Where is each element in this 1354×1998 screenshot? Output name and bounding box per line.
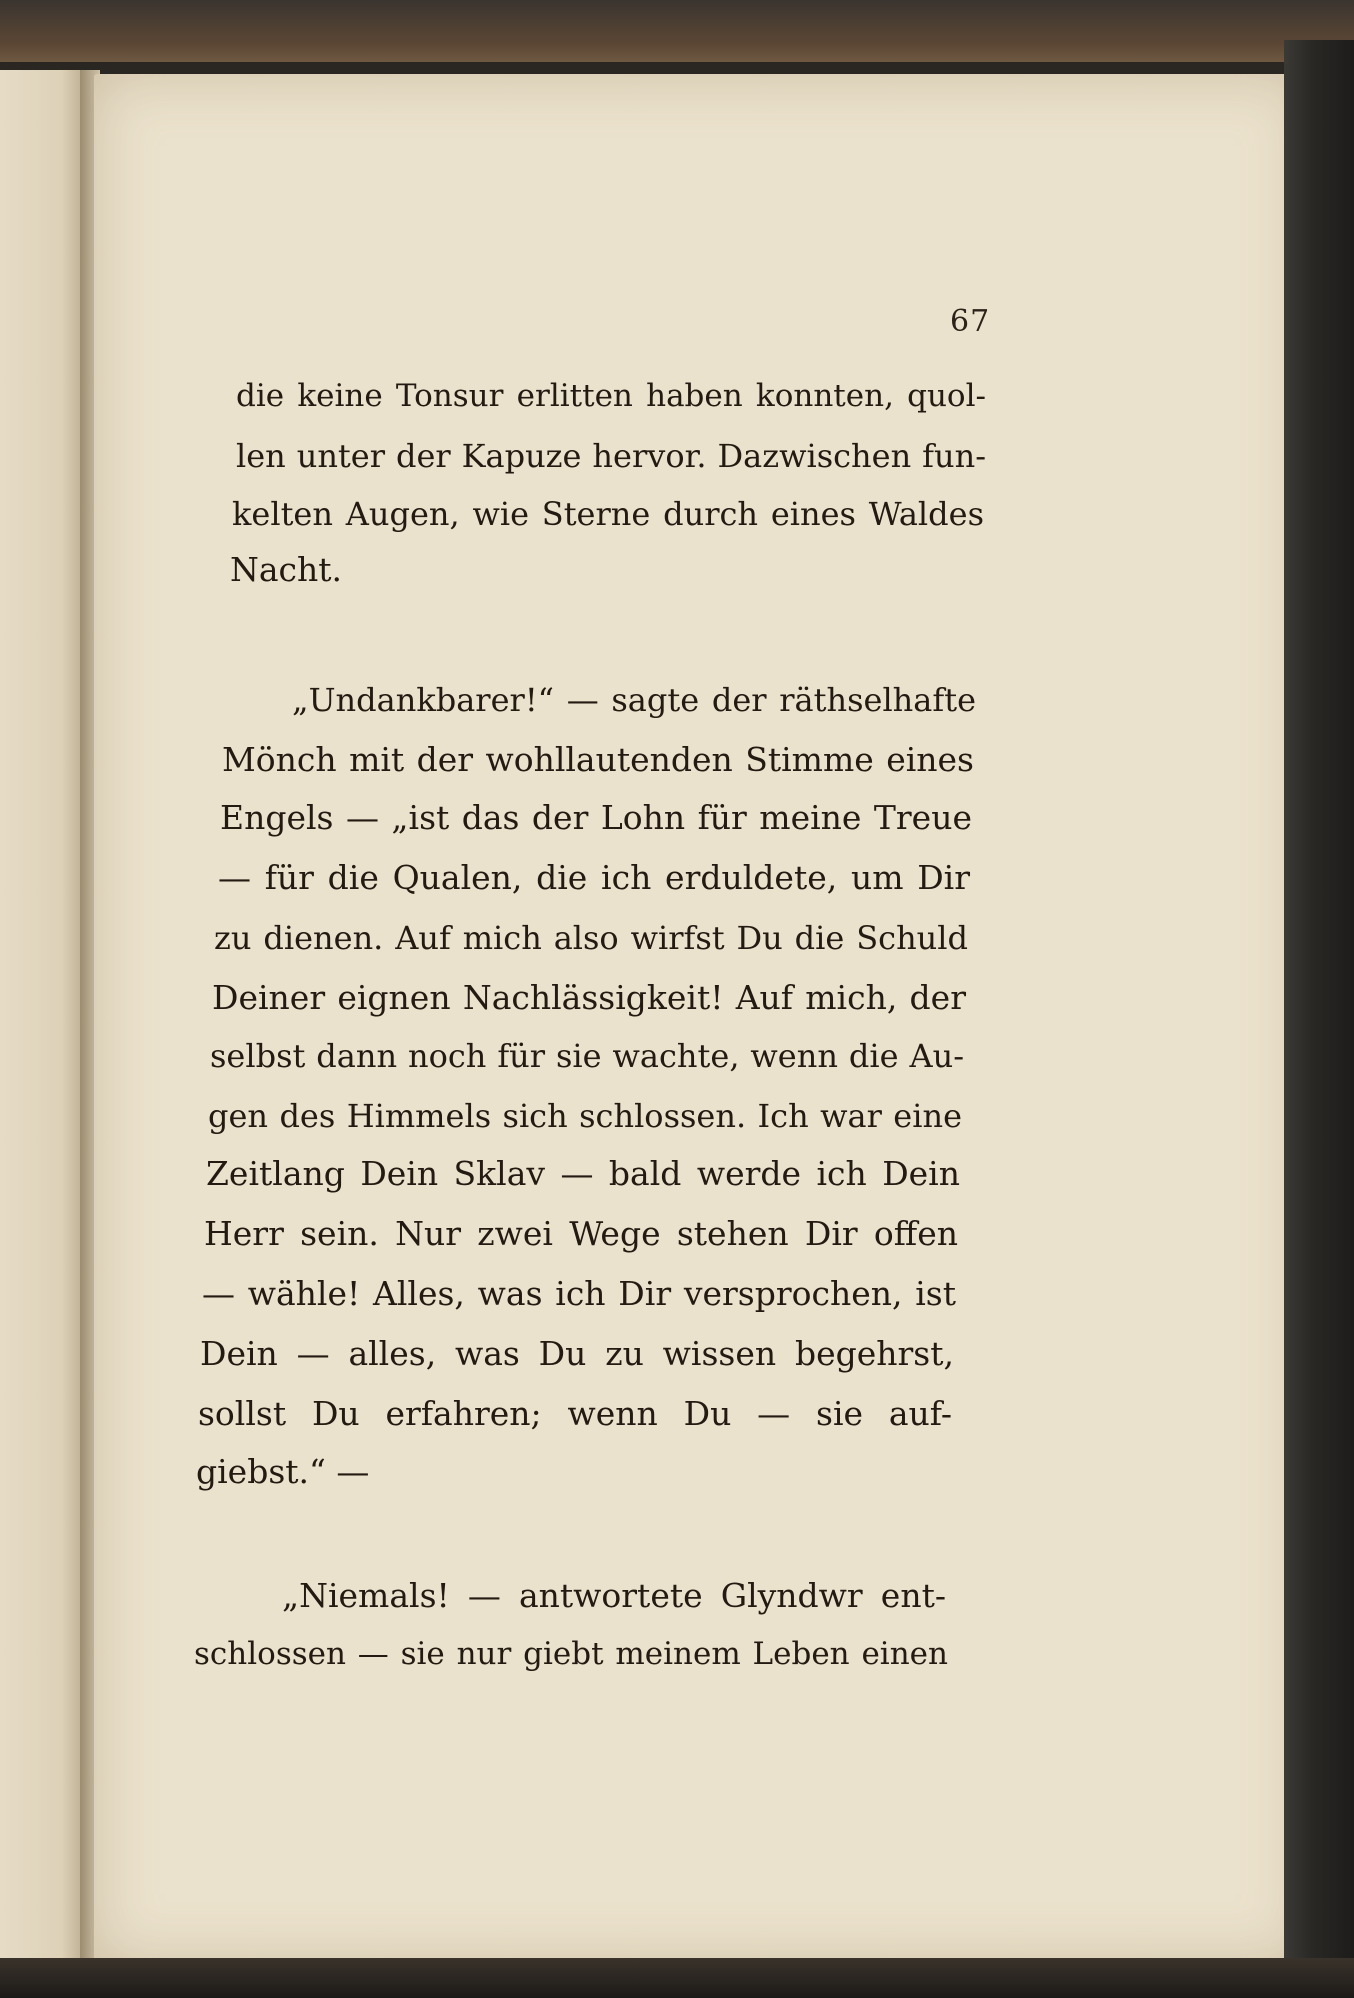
text-line: Engels — „ist das der Lohn für meine Treue xyxy=(220,798,972,837)
text-line: „Niemals! — antwortete Glyndwr ent- xyxy=(282,1576,946,1615)
text-line: — für die Qualen, die ich erduldete, um Dir xyxy=(218,858,970,897)
text-line: kelten Augen, wie Sterne durch eines Waldes xyxy=(232,495,984,533)
book-page xyxy=(94,74,1306,1964)
text-line: sollst Du erfahren; wenn Du — sie auf- xyxy=(198,1394,952,1433)
text-line: Zeitlang Dein Sklav — bald werde ich Dein xyxy=(206,1154,960,1193)
book-cover-bottom xyxy=(0,1958,1354,1998)
left-page-edge xyxy=(0,70,88,1970)
text-line: len unter der Kapuze hervor. Dazwischen fun- xyxy=(236,437,986,475)
text-line: schlossen — sie nur giebt meinem Leben einen xyxy=(194,1636,948,1672)
text-line: Deiner eignen Nachlässigkeit! Auf mich, der xyxy=(212,978,966,1017)
book-cover-right xyxy=(1284,40,1354,1998)
text-line: Nacht. xyxy=(230,550,343,589)
text-line: Herr sein. Nur zwei Wege stehen Dir offen xyxy=(204,1214,958,1253)
text-line: zu dienen. Auf mich also wirfst Du die Schuld xyxy=(214,919,968,957)
text-line: Dein — alles, was Du zu wissen begehrst, xyxy=(200,1334,954,1373)
text-line: gen des Himmels sich schlossen. Ich war eine xyxy=(208,1097,962,1135)
text-line: selbst dann noch für sie wachte, wenn die Au- xyxy=(210,1037,964,1075)
text-line: Mönch mit der wohllautenden Stimme eines xyxy=(222,740,974,779)
page-number: 67 xyxy=(950,304,991,339)
text-line: „Undankbarer!“ — sagte der räthselhafte xyxy=(292,681,976,719)
text-line: — wähle! Alles, was ich Dir versprochen, ist xyxy=(202,1274,956,1313)
book-cover-top xyxy=(0,0,1354,62)
text-line: giebst.“ — xyxy=(196,1452,370,1491)
text-line: die keine Tonsur erlitten haben konnten, quol- xyxy=(236,378,986,414)
